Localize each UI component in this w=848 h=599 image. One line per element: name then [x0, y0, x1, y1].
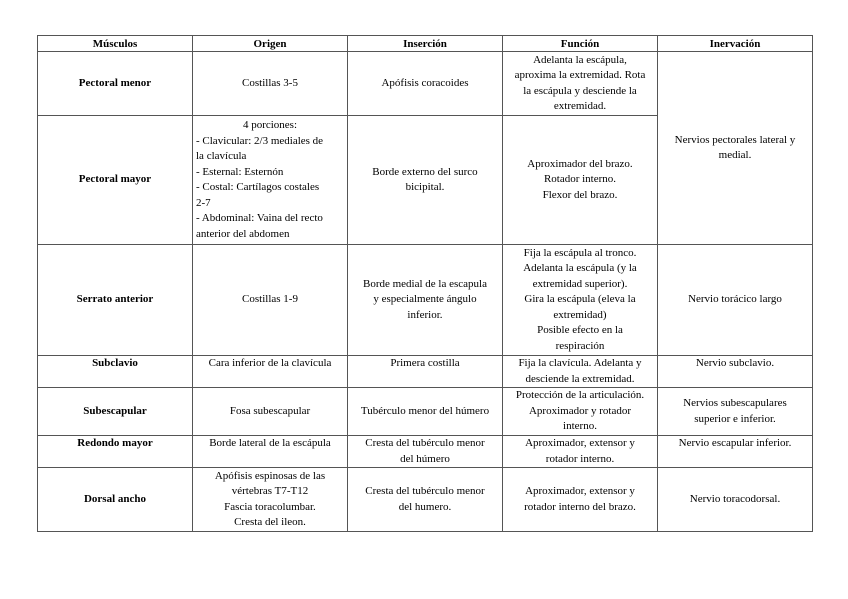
muscle-name: Pectoral mayor [38, 116, 193, 245]
function-line: rotador interno del brazo. [524, 500, 636, 513]
function-line: Fija la clavícula. Adelanta y [518, 357, 642, 369]
origin-line: - Esternal: Esternón [196, 165, 284, 178]
origin-line: Cara inferior de la clavícula [208, 357, 332, 369]
innervation-line: Nervio subclavio. [695, 357, 775, 369]
insertion-line: Tubérculo menor del húmero [360, 404, 490, 417]
origin-line: Borde lateral de la escápula [209, 437, 331, 449]
function-line: Flexor del brazo. [542, 188, 618, 201]
muscles-table [37, 35, 813, 532]
innervation-cell [658, 388, 813, 436]
origin-cell [193, 436, 348, 468]
origin-line: - Abdominal: Vaina del recto [196, 212, 323, 224]
function-cell [503, 468, 658, 532]
header-insertion: Inserción [348, 36, 503, 52]
insertion-line: y especialmente ángulo [373, 293, 477, 306]
table-row [38, 245, 813, 356]
function-line: desciende la extremidad. [525, 372, 635, 385]
origin-cell [193, 468, 348, 532]
function-cell [503, 356, 658, 388]
function-line: respiración [555, 339, 605, 352]
origin-line: vértebras T7-T12 [231, 485, 309, 497]
table-row [38, 388, 813, 436]
function-cell [503, 245, 658, 356]
insertion-cell [348, 116, 503, 245]
function-cell [503, 436, 658, 468]
muscle-name: Subclavio [38, 356, 193, 388]
origin-line: - Clavicular: 2/3 mediales de [196, 134, 324, 147]
header-muscles: Músculos [38, 36, 193, 52]
function-cell [503, 52, 658, 116]
insertion-line: Borde medial de la escapula [362, 277, 487, 290]
table-row [38, 356, 813, 388]
origin-line: - Costal: Cartílagos costales [196, 181, 320, 193]
function-line: Fija la escápula al tronco. [523, 246, 637, 259]
function-line: extremidad) [553, 308, 607, 321]
origin-cell [193, 356, 348, 388]
origin-line: Apófisis espinosas de las [214, 469, 326, 482]
function-line: extremidad. [553, 100, 607, 112]
innervation-line: Nervios pectorales lateral y [674, 133, 796, 146]
origin-cell [193, 245, 348, 356]
origin-line: Cresta del ileon. [234, 516, 306, 528]
origin-line: Fascia toracolumbar. [224, 500, 316, 513]
origin-cell [193, 116, 348, 245]
function-cell [503, 116, 658, 245]
insertion-line: Borde externo del surco [372, 165, 478, 178]
origin-line: Costillas 1-9 [242, 293, 298, 306]
function-line: interno. [563, 420, 597, 433]
header-function: Función [503, 36, 658, 52]
origin-line: Costillas 3-5 [242, 76, 298, 89]
insertion-line: Cresta del tubérculo menor [365, 437, 485, 449]
function-line: rotador interno. [545, 452, 615, 465]
header-origin: Origen [193, 36, 348, 52]
header-innervation: Inervación [658, 36, 813, 52]
function-line: la escápula y desciende la [523, 84, 637, 97]
function-line: Adelanta la escápula, [533, 53, 627, 66]
function-line: Aproximador del brazo. [527, 157, 633, 170]
innervation-cell [658, 436, 813, 468]
origin-cell [193, 52, 348, 116]
function-line: Gira la escápula (eleva la [524, 293, 636, 306]
insertion-line: Primera costilla [390, 357, 460, 369]
insertion-cell [348, 356, 503, 388]
function-line: Adelanta la escápula (y la [523, 262, 637, 275]
function-line: Posible efecto en la [537, 324, 623, 337]
muscle-name: Dorsal ancho [38, 468, 193, 532]
innervation-line: Nervios subescapulares [683, 397, 787, 409]
function-line: extremidad superior). [532, 277, 628, 290]
origin-line: anterior del abdomen [196, 227, 290, 240]
function-cell [503, 388, 658, 436]
table-row [38, 52, 813, 116]
function-line: Aproximador, extensor y [525, 437, 635, 449]
function-line: Aproximador, extensor y [525, 485, 635, 497]
innervation-cell [658, 356, 813, 388]
muscle-name: Subescapular [38, 388, 193, 436]
insertion-cell [348, 468, 503, 532]
table-row [38, 468, 813, 532]
innervation-line: Nervio escapular inferior. [678, 437, 792, 449]
innervation-line: medial. [718, 149, 752, 161]
origin-line: Fosa subescapular [229, 404, 311, 417]
insertion-line: Cresta del tubérculo menor [365, 485, 485, 497]
function-line: aproxima la extremidad. Rota [514, 69, 646, 81]
insertion-line: Apófisis coracoides [381, 76, 469, 89]
table-header-row [38, 36, 813, 52]
insertion-cell [348, 436, 503, 468]
origin-line: la clavícula [196, 150, 247, 162]
insertion-cell [348, 388, 503, 436]
insertion-line: bicipital. [405, 181, 445, 193]
innervation-line: superior e inferior. [694, 412, 776, 425]
innervation-cell [658, 468, 813, 532]
innervation-line: Nervio toracodorsal. [689, 492, 781, 505]
insertion-cell [348, 52, 503, 116]
innervation-cell [658, 52, 813, 245]
insertion-line: inferior. [407, 308, 443, 321]
muscle-name: Pectoral menor [38, 52, 193, 116]
insertion-line: del humero. [398, 500, 452, 513]
innervation-cell [658, 245, 813, 356]
function-line: Aproximador y rotador [528, 404, 632, 417]
origin-cell [193, 388, 348, 436]
table-row [38, 436, 813, 468]
function-line: Rotador interno. [543, 173, 617, 186]
muscle-name: Redondo mayor [38, 436, 193, 468]
origin-line: 2-7 [196, 196, 211, 209]
insertion-cell [348, 245, 503, 356]
origin-line: 4 porciones: [242, 119, 298, 131]
function-line: Protección de la articulación. [515, 389, 645, 402]
innervation-line: Nervio torácico largo [688, 293, 782, 306]
muscle-name: Serrato anterior [38, 245, 193, 356]
insertion-line: del húmero [400, 452, 450, 465]
